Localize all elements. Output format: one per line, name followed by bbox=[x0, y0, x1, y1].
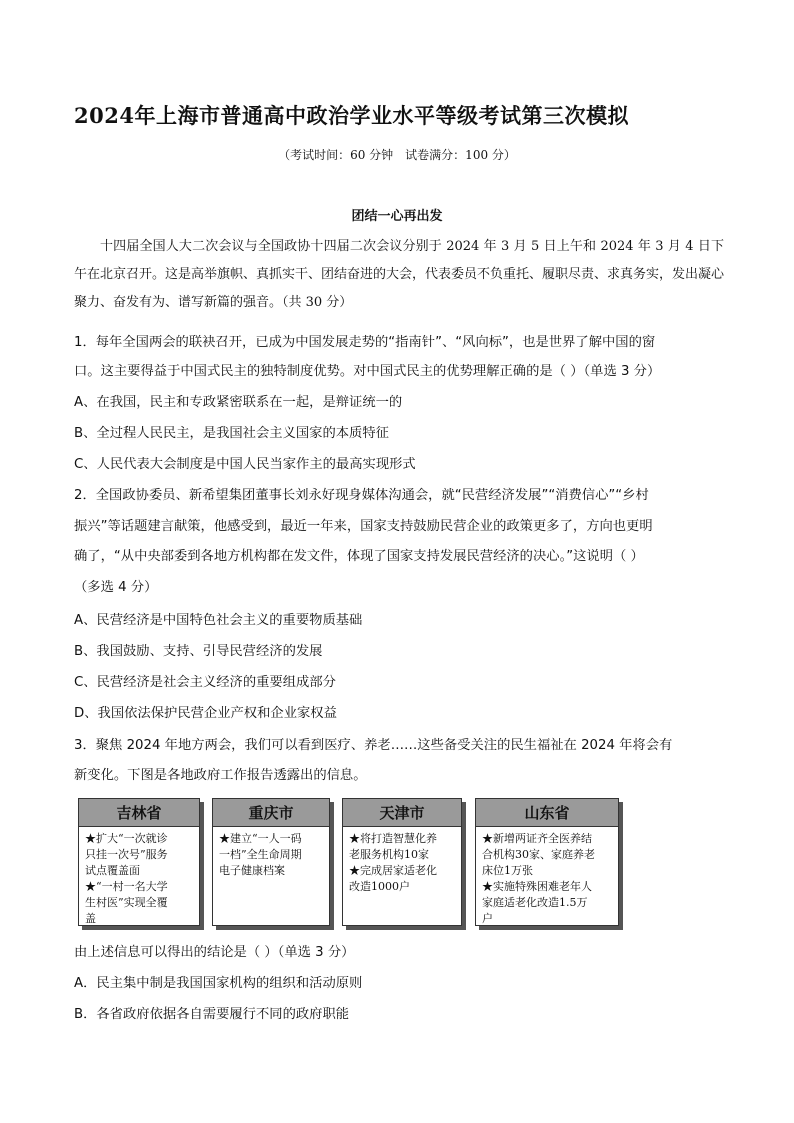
card-shandong bbox=[475, 798, 619, 926]
q3-stem-line-2: 新变化。下图是各地政府工作报告透露出的信息。 bbox=[74, 768, 367, 783]
card-shandong-body bbox=[476, 827, 618, 927]
card-jilin-line: 只挂一次号”服务 bbox=[85, 848, 168, 861]
q1-option-c: C、人民代表大会制度是中国人民当家作主的最高实现形式 bbox=[74, 457, 416, 472]
q2-option-c: C、民营经济是社会主义经济的重要组成部分 bbox=[74, 675, 336, 690]
card-chongqing-line: 电子健康档案 bbox=[219, 864, 285, 877]
q2-option-a: A、民营经济是中国特色社会主义的重要物质基础 bbox=[74, 613, 363, 628]
card-chongqing-line: ★建立“一人一码 bbox=[219, 832, 302, 845]
exam-title: 2024年上海市普通高中政治学业水平等级考试第三次模拟 bbox=[74, 103, 629, 128]
exam-subtitle: （考试时间：60 分钟 试卷满分：100 分） bbox=[278, 148, 516, 162]
card-tianjin-line: ★将打造智慧化养 bbox=[349, 832, 437, 845]
card-tianjin-line: 老服务机构10家 bbox=[349, 848, 429, 861]
q2-option-b: B、我国鼓励、支持、引导民营经济的发展 bbox=[74, 644, 323, 659]
card-chongqing-body bbox=[213, 827, 329, 879]
card-jilin bbox=[78, 798, 200, 926]
section-title: 团结一心再出发 bbox=[351, 209, 443, 224]
card-tianjin bbox=[342, 798, 462, 926]
card-tianjin-line: ★完成居家适老化 bbox=[349, 864, 437, 877]
q1-option-b: B、全过程人民民主，是我国社会主义国家的本质特征 bbox=[74, 426, 389, 441]
q2-stem-line-3: 确了，“从中央部委到各地方机构都在发文件，体现了国家支持发展民营经济的决心。”这说明（ ） bbox=[74, 549, 644, 564]
card-jilin-body bbox=[79, 827, 199, 927]
q3-option-b: B．各省政府依据各自需要履行不同的政府职能 bbox=[74, 1007, 350, 1022]
q3-option-a: A．民主集中制是我国国家机构的组织和活动原则 bbox=[74, 976, 363, 991]
card-chongqing-line: 一档”全生命周期 bbox=[219, 848, 302, 861]
q3-follow-question: 由上述信息可以得出的结论是（ ）（单选 3 分） bbox=[74, 945, 355, 960]
card-jilin-line: 盖 bbox=[85, 912, 96, 925]
card-jilin-title: 吉林省 bbox=[79, 799, 199, 827]
card-jilin-line: 生村医”实现全覆 bbox=[85, 896, 168, 909]
card-chongqing-title: 重庆市 bbox=[213, 799, 329, 827]
q2-stem-line-1: 2．全国政协委员、新希望集团董事长刘永好现身媒体沟通会，就“民营经济发展”“消费信心”“乡村 bbox=[74, 488, 649, 503]
card-tianjin-body bbox=[343, 827, 461, 895]
q1-stem-line-2: 口。这主要得益于中国式民主的独特制度优势。对中国式民主的优势理解正确的是（ ）（单选 3 分） bbox=[74, 364, 661, 379]
card-tianjin-title: 天津市 bbox=[343, 799, 461, 827]
q1-stem-line-1: 1．每年全国两会的联袂召开，已成为中国发展走势的“指南针”、“风向标”，也是世界了解中国的窗 bbox=[74, 335, 656, 350]
q2-option-d: D、我国依法保护民营企业产权和企业家权益 bbox=[74, 706, 337, 721]
card-shandong-title: 山东省 bbox=[476, 799, 618, 827]
card-jilin-line: 试点覆盖面 bbox=[85, 864, 140, 877]
q1-option-a: A、在我国，民主和专政紧密联系在一起，是辩证统一的 bbox=[74, 395, 403, 410]
card-shandong-line: 床位1万张 bbox=[482, 864, 533, 877]
q3-stem-line-1: 3．聚焦 2024 年地方两会，我们可以看到医疗、养老……这些备受关注的民生福祉在 2024 年将会有 bbox=[74, 738, 673, 753]
card-shandong-line: ★新增两证齐全医养结 bbox=[482, 832, 592, 845]
q2-stem-line-2: 振兴”等话题建言献策，他感受到，最近一年来，国家支持鼓励民营企业的政策更多了，方向也更明 bbox=[74, 519, 653, 534]
province-info-figure bbox=[78, 798, 728, 930]
card-tianjin-line: 改造1000户 bbox=[349, 880, 410, 893]
card-jilin-line: ★扩大“一次就诊 bbox=[85, 832, 168, 845]
card-jilin-line: ★“一村一名大学 bbox=[85, 880, 168, 893]
card-shandong-line: 合机构30家、家庭养老 bbox=[482, 848, 595, 861]
card-shandong-line: ★实施特殊困难老年人 bbox=[482, 880, 592, 893]
q2-stem-line-4: （多选 4 分） bbox=[74, 580, 158, 595]
card-shandong-line: 家庭适老化改造1.5万 bbox=[482, 896, 588, 909]
card-shandong-line: 户 bbox=[482, 912, 493, 925]
section-intro: 十四届全国人大二次会议与全国政协十四届二次会议分别于 2024 年 3 月 5 日上午和 2024 年 3 月 4 日下午在北京召开。这是高举旗帜、真抓实干、团结奋进的大会，代表委员不负重托、履职尽责、求真务实，发出凝心聚力、奋发有为、谱写新篇的强音。（共 30 分） bbox=[74, 239, 725, 310]
card-chongqing bbox=[212, 798, 330, 926]
